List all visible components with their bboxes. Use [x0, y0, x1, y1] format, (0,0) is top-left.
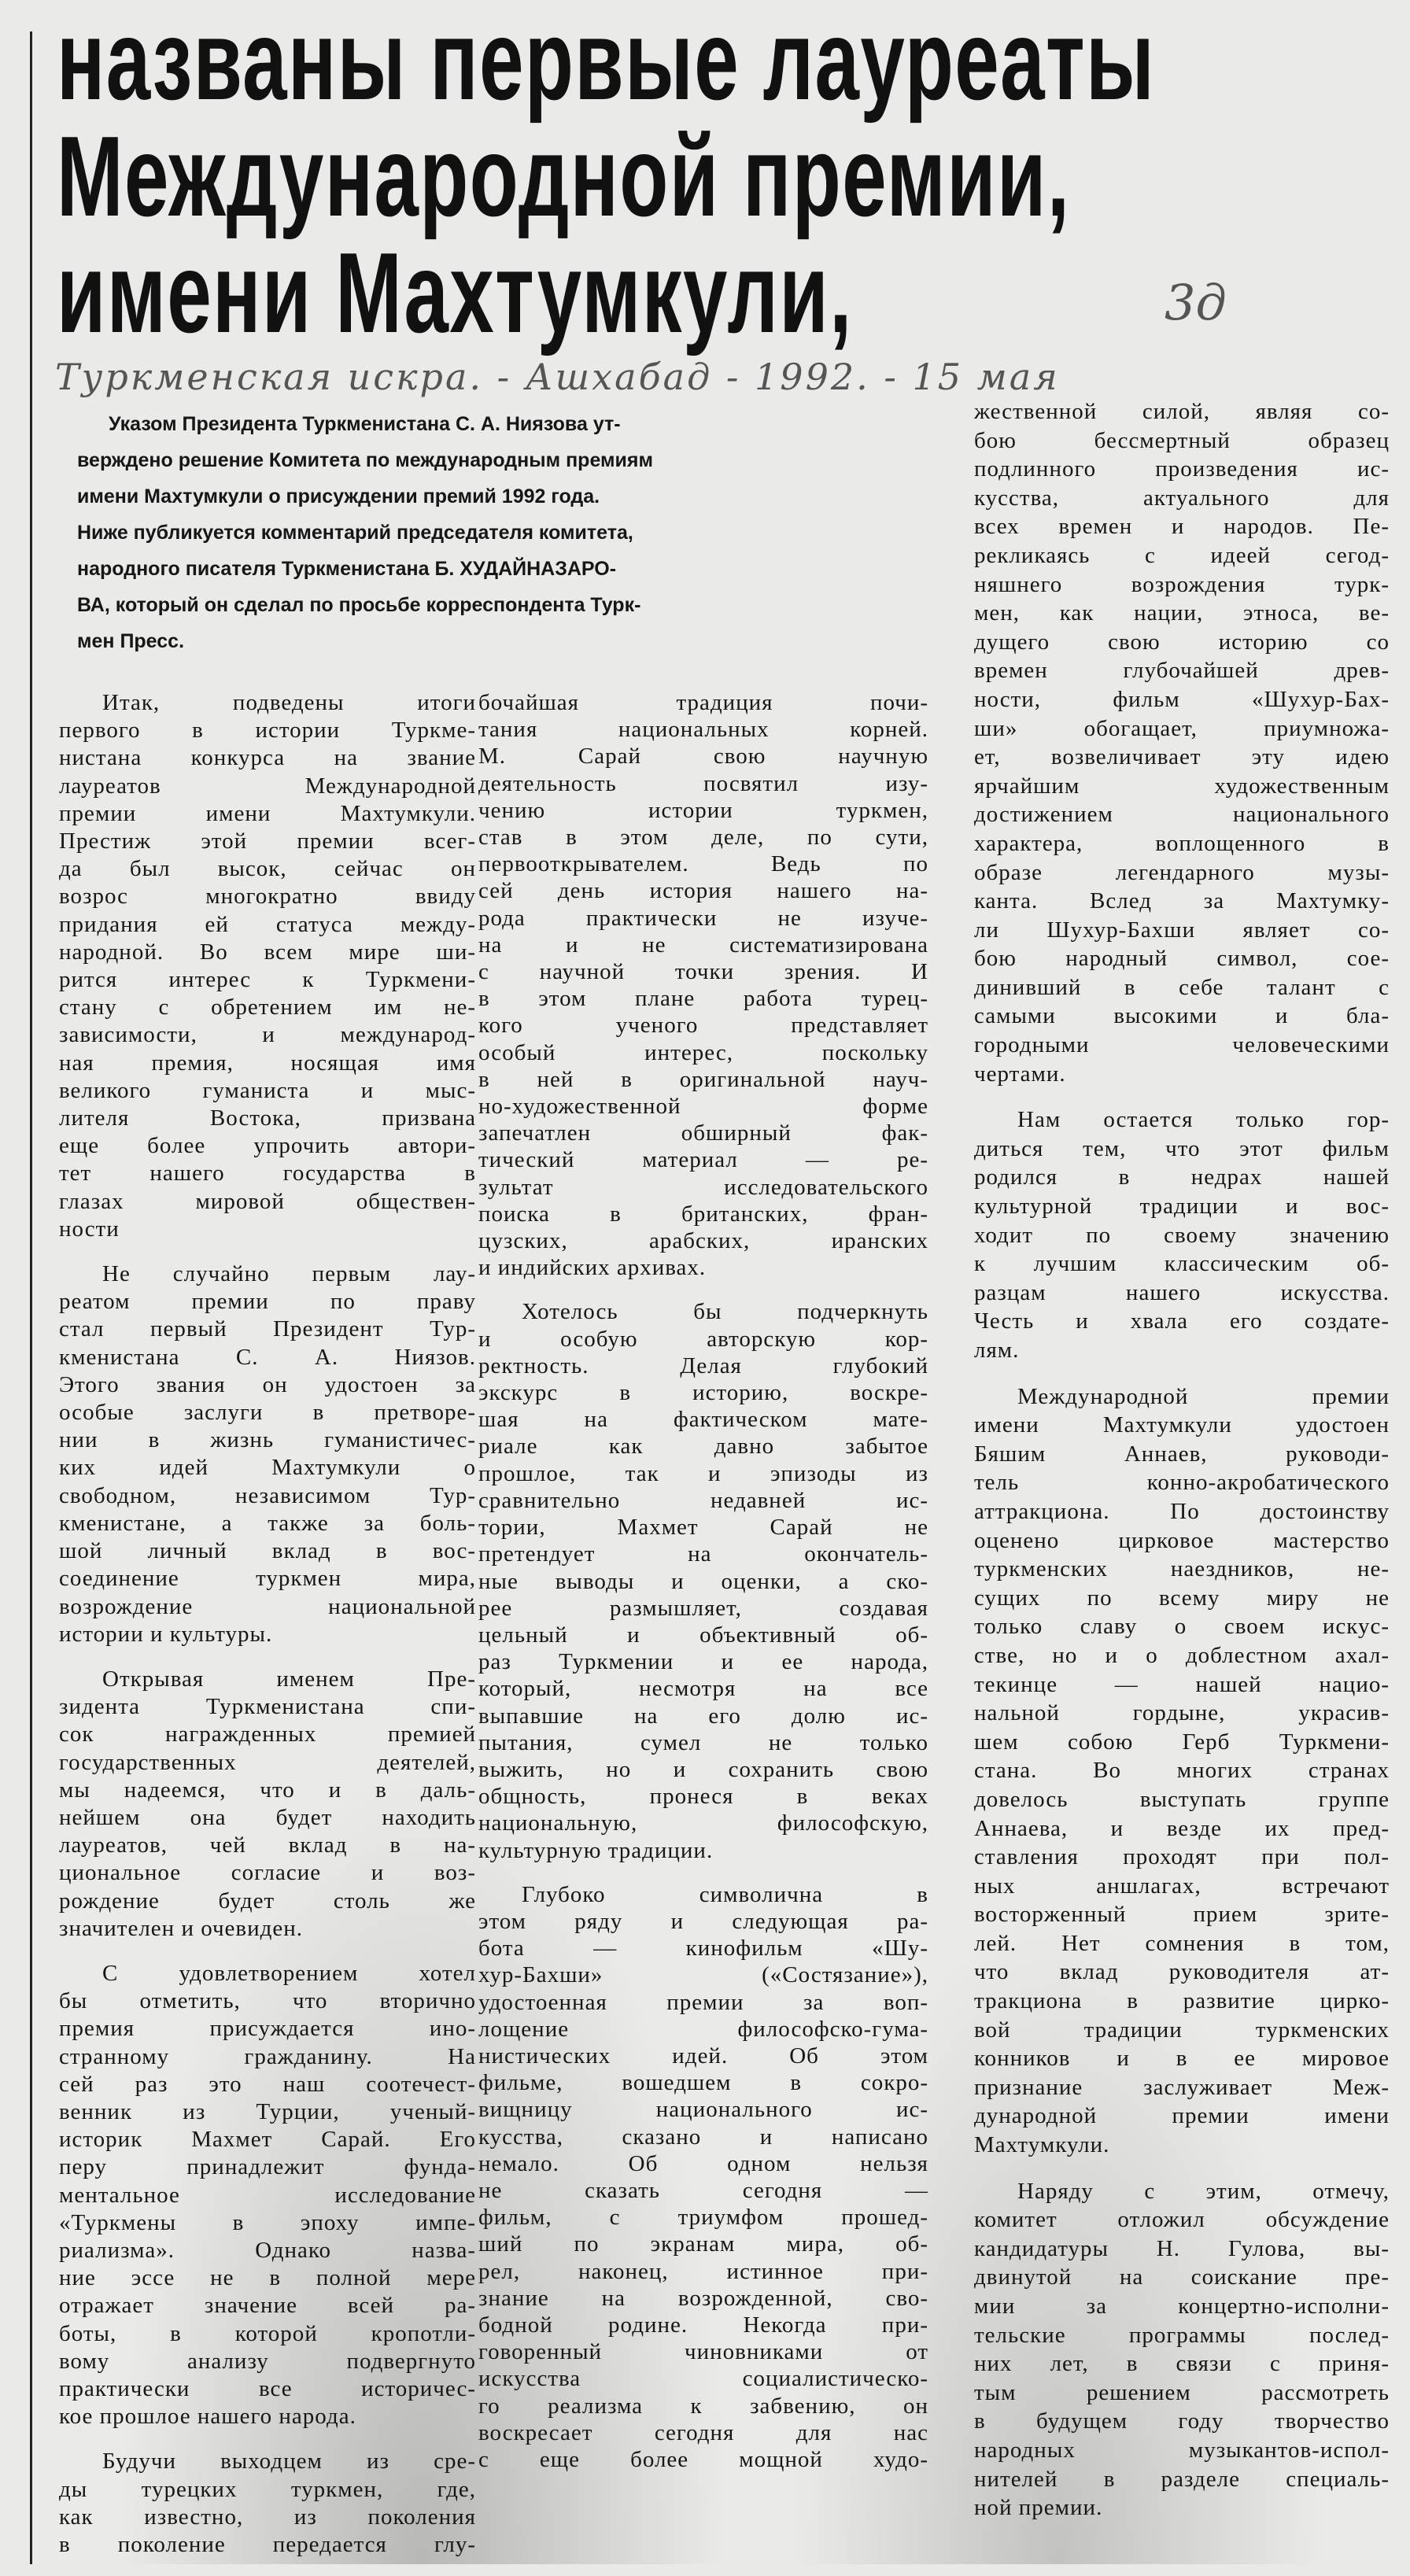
text-line: стана. Во многих странах [974, 1758, 1390, 1784]
text-line: государственных деятелей, [59, 1749, 476, 1775]
text-line: сей день история нашего на- [478, 878, 928, 904]
text-line: кого ученого представляет [478, 1013, 928, 1039]
text-line: в ней в оригинальной науч- [478, 1066, 928, 1092]
paragraph [974, 1105, 1390, 1364]
text-line: текинце — нашей нацио- [974, 1671, 1390, 1697]
text-line: значителен и очевиден. [59, 1915, 304, 1941]
text-line: премии имени Махтумкули. [59, 800, 476, 826]
text-line: что вклад руководителя ат- [974, 1959, 1390, 1985]
lead-line: ВА, который он сделал по просьбе корреспондента Турк- [77, 594, 641, 616]
headline-line-3: имени Махтумкули, [57, 229, 853, 356]
text-line: бодной родине. Некогда при- [478, 2312, 928, 2338]
text-line: ший по экранам мира, об- [478, 2231, 928, 2257]
text-line: подлинного произведения ис- [974, 456, 1390, 482]
text-line: С удовлетворением хотел [102, 1960, 476, 1986]
text-line: диться тем, что этот фильм [974, 1135, 1390, 1161]
lead-line: мен Пресс. [77, 630, 185, 652]
lead-line: имени Махтумкули о присуждении премий 1992 года. [77, 485, 600, 507]
text-line: Не случайно первым лау- [102, 1261, 476, 1287]
text-line: ет, возвеличивает эту идею [974, 744, 1390, 770]
text-line: Будучи выходцем из сре- [102, 2449, 476, 2475]
text-line: ды турецких туркмен, где, [59, 2476, 476, 2502]
text-line: бы отметить, что вторично [59, 1988, 476, 2014]
text-line: ли Шухур-Бахши являет со- [974, 917, 1390, 943]
text-line: первого в истории Туркме- [59, 718, 476, 744]
text-line: зависимости, и международ- [59, 1022, 476, 1048]
text-line: тический материал — ре- [478, 1147, 928, 1173]
text-line: лям. [974, 1338, 1020, 1363]
text-line: ярчайшим художественным [974, 773, 1390, 799]
text-line: свободном, независимом Тур- [59, 1482, 476, 1508]
text-line: нейшем она будет находить [59, 1804, 476, 1830]
text-line: знание на возрожденной, сво- [478, 2285, 928, 2311]
text-line: ректность. Делая глубокий [478, 1353, 928, 1378]
text-line: воскресает сегодня для нас [478, 2419, 928, 2445]
text-line: Нам остается только гор- [1017, 1107, 1390, 1133]
text-line: стве, но и о доблестном ахал- [974, 1642, 1390, 1668]
text-line: ности, фильм «Шухур-Бах- [974, 686, 1390, 712]
article-column-3 [974, 397, 1390, 2540]
text-line: народной. Во всем мире ши- [59, 939, 476, 965]
text-line: Махтумкули. [974, 2132, 1110, 2158]
lead-line: Ниже публикуется комментарий председателя комитета, [77, 522, 633, 544]
text-line: перу принадлежит фунда- [59, 2154, 476, 2180]
text-line: тель конно-акробатического [974, 1470, 1390, 1496]
text-line: выпавшие на его долю ис- [478, 1703, 928, 1729]
text-line: и особую авторскую кор- [478, 1326, 928, 1352]
text-line: тым решением рассмотреть [974, 2379, 1390, 2405]
text-line: этом ряду и следующая ра- [478, 1908, 928, 1934]
text-line: тельские программы послед- [974, 2322, 1390, 2348]
text-line: всех времен и народов. Пе- [974, 514, 1390, 540]
text-line: мии за концертно-исполни- [974, 2294, 1390, 2319]
text-line: кое прошлое нашего народа. [59, 2404, 356, 2430]
text-line: говоренный чиновниками от [478, 2339, 928, 2365]
text-line: цузских, арабских, иранских [478, 1228, 928, 1254]
text-line: аттракциона. По достоинству [974, 1498, 1390, 1524]
text-line: поиска в британских, фран- [478, 1201, 928, 1227]
text-line: динивший в себе талант с [974, 974, 1390, 1000]
text-line: еще более упрочить автори- [59, 1133, 476, 1159]
text-line: культурной традиции и вос- [974, 1194, 1390, 1220]
text-line: фильм, с триумфом прошед- [478, 2205, 928, 2231]
text-line: на и не систематизирована [478, 932, 928, 958]
text-line: вому анализу подвергнуто [59, 2348, 476, 2374]
headline-line-1: названы первые лауреаты [57, 0, 1156, 124]
text-line: рождение будет столь же [59, 1888, 476, 1914]
text-line: народных музыкантов-испол- [974, 2437, 1390, 2463]
text-line: выжить, но и сохранить свою [478, 1756, 928, 1782]
text-line: ной премии. [974, 2495, 1103, 2521]
text-line: Наряду с этим, отмечу, [1017, 2178, 1390, 2204]
text-line: циональное согласие и воз- [59, 1860, 476, 1886]
text-line: удостоенная премии за воп- [478, 1989, 928, 2015]
text-line: Международной премии [1017, 1383, 1390, 1409]
paragraph [974, 397, 1390, 1088]
text-line: сравнительно недавней ис- [478, 1487, 928, 1513]
paragraph [478, 689, 928, 1281]
text-line: став в этом деле, по сути, [478, 825, 928, 851]
text-line: только славу о своем искус- [974, 1614, 1390, 1640]
text-line: «Туркмены в эпоху импе- [59, 2209, 476, 2235]
text-line: фильме, вошедшем в сокро- [478, 2070, 928, 2096]
text-line: конников и в ее мировое [974, 2046, 1390, 2072]
text-line: с научной точки зрения. И [478, 959, 928, 985]
text-line: ная премия, носящая имя [59, 1050, 476, 1076]
text-line: риализма». Однако назва- [59, 2237, 476, 2263]
text-line: тания национальных корней. [478, 717, 928, 743]
text-line: искусства социалистическо- [478, 2366, 928, 2392]
text-line: бою бессмертный образец [974, 427, 1390, 453]
text-line: пытания, сумел не только [478, 1729, 928, 1755]
text-line: возрос многократно ввиду [59, 884, 476, 910]
lead-paragraph [77, 406, 653, 659]
text-line: мы надеемся, что и в даль- [59, 1777, 476, 1803]
text-line: ши» обогащает, приумножа- [974, 715, 1390, 741]
text-line: Престиж этой премии всег- [59, 829, 476, 854]
text-line: историк Махмет Сарай. Его [59, 2127, 476, 2153]
text-line: родился в недрах нашей [974, 1164, 1390, 1190]
text-line: истории и культуры. [59, 1621, 273, 1647]
text-line: го реализма к забвению, он [478, 2393, 928, 2419]
text-line: в поколение передается глу- [59, 2532, 476, 2557]
text-line: как известно, из поколения [59, 2504, 476, 2530]
text-line: шой личный вклад в вос- [59, 1538, 476, 1564]
text-line: городными человеческими [974, 1032, 1390, 1058]
article-column-1 [59, 689, 476, 2576]
text-line: нителей в разделе специаль- [974, 2466, 1390, 2492]
text-line: раз Туркмении и ее народа, [478, 1649, 928, 1675]
text-line: вищницу национального ис- [478, 2097, 928, 2123]
text-line: оценено цирковое мастерство [974, 1527, 1390, 1553]
text-line: няшнего возрождения турк- [974, 571, 1390, 597]
text-line: мен, как нации, этноса, ве- [974, 600, 1390, 626]
text-line: двинутой на соискание пре- [974, 2264, 1390, 2290]
lead-line: Указом Президента Туркменистана С. А. Ниязова ут- [109, 413, 621, 435]
text-line: соединение туркмен мира, [59, 1566, 476, 1592]
text-line: дународной премии имени [974, 2103, 1390, 2129]
text-line: тории, Махмет Сарай не [478, 1515, 928, 1541]
text-line: в будущем году творчество [974, 2408, 1390, 2434]
text-line: Глубоко символична в [522, 1881, 928, 1907]
text-line: кандидатуры Н. Гулова, вы- [974, 2235, 1390, 2261]
text-line: придания ей статуса между- [59, 911, 476, 937]
text-line: кусства, сказано и написано [478, 2124, 928, 2150]
text-line: комитет отложил обсуждение [974, 2207, 1390, 2233]
text-line: бота — кинофильм «Шу- [478, 1936, 928, 1962]
paragraph [974, 1382, 1390, 2160]
text-line: рел, наконец, истинное при- [478, 2258, 928, 2284]
text-line: тракциона в развитие цирко- [974, 1988, 1390, 2014]
text-line: зидента Туркменистана спи- [59, 1694, 476, 1720]
text-line: довелось выступать группе [974, 1786, 1390, 1812]
text-line: боты, в которой кропотли- [59, 2320, 476, 2346]
paragraph [478, 1881, 928, 2473]
paragraph [974, 2177, 1390, 2522]
paragraph [59, 1960, 476, 2430]
text-line: стал первый Президент Тур- [59, 1316, 476, 1342]
text-line: чертами. [974, 1061, 1066, 1087]
headline-line-2: Международной премии, [57, 113, 1071, 240]
text-line: Открывая именем Пре- [102, 1666, 476, 1692]
text-line: рода практически не изуче- [478, 905, 928, 931]
text-line: лей. Нет сомнения в том, [974, 1930, 1390, 1956]
text-line: премия присуждается ино- [59, 2016, 476, 2042]
text-line: дущего свою историю со [974, 629, 1390, 655]
text-line: ставления проходят при пол- [974, 1844, 1390, 1870]
text-line: к лучшим классическим об- [974, 1251, 1390, 1277]
text-line: достижением национального [974, 802, 1390, 828]
text-line: культурную традиции. [478, 1837, 714, 1863]
text-line: Аннаева, и везде их пред- [974, 1815, 1390, 1841]
lead-line: верждено решение Комитета по международным премиям [77, 449, 653, 471]
text-line: самыми высокими и бла- [974, 1003, 1390, 1029]
text-line: рее размышляет, создавая [478, 1595, 928, 1621]
paragraph [59, 1666, 476, 1943]
text-line: рекликаясь с идеей сегод- [974, 542, 1390, 568]
text-line: претендует на окончатель- [478, 1541, 928, 1567]
text-line: бою народный символ, сое- [974, 946, 1390, 972]
text-line: но-художественной форме [478, 1094, 928, 1120]
text-line: немало. Об одном нельзя [478, 2150, 928, 2176]
text-line: Бяшим Аннаев, руководи- [974, 1441, 1390, 1467]
text-line: признание заслуживает Меж- [974, 2074, 1390, 2100]
text-line: экскурс в историю, воскре- [478, 1380, 928, 1406]
paragraph [59, 689, 476, 1243]
article-column-2 [478, 689, 928, 2490]
text-line: ных аншлагах, встречают [974, 1873, 1390, 1899]
text-line: лауреатов Международной [59, 773, 476, 799]
text-line: имени Махтумкули удостоен [974, 1412, 1390, 1438]
text-line: великого гуманиста и мыс- [59, 1077, 476, 1103]
paragraph [478, 1298, 928, 1863]
text-line: практически все историчес- [59, 2375, 476, 2401]
text-line: ходит по своему значению [974, 1222, 1390, 1248]
text-line: глазах мировой обществен- [59, 1188, 476, 1214]
text-line: странному гражданину. На [59, 2043, 476, 2069]
text-line: времен глубочайшей древ- [974, 658, 1390, 684]
text-line: хур-Бахши» («Состязание»), [478, 1962, 928, 1988]
text-line: образе легендарного музы- [974, 859, 1390, 885]
text-line: деятельность посвятил изу- [478, 770, 928, 796]
text-line: не сказать сегодня — [478, 2177, 928, 2203]
text-line: сущих по всему миру не [974, 1585, 1390, 1611]
text-line: да был высок, сейчас он [59, 856, 476, 882]
text-line: шем собою Герб Туркмени- [974, 1729, 1390, 1755]
paragraph [59, 1260, 476, 1648]
text-line: туркменских наездников, не- [974, 1556, 1390, 1582]
text-line: вой традиции туркменских [974, 2017, 1390, 2043]
text-line: возрождение национальной [59, 1593, 476, 1619]
text-line: Этого звания он удостоен за [59, 1371, 476, 1397]
text-line: запечатлен обширный фак- [478, 1120, 928, 1146]
text-line: Честь и хвала его создате- [974, 1308, 1390, 1334]
text-line: М. Сарай свою научную [478, 744, 928, 769]
text-line: разцам нашего искусства. [974, 1279, 1390, 1305]
text-line: с еще более мощной худо- [478, 2447, 928, 2472]
text-line: венник из Турции, ученый- [59, 2098, 476, 2124]
text-line: чению истории туркмен, [478, 797, 928, 823]
handwritten-source-note: Туркменская искра. - Ашхабад - 1992. - 15 мая [55, 356, 1060, 398]
text-line: ние эссе не в полной мере [59, 2265, 476, 2291]
text-line: кусства, актуального для [974, 485, 1390, 511]
text-line: Хотелось бы подчеркнуть [522, 1299, 928, 1325]
lead-line: народного писателя Туркменистана Б. ХУДАЙНАЗАРО- [77, 558, 617, 580]
text-line: стану с обретением им не- [59, 995, 476, 1020]
text-line: них лет, в связи с приня- [974, 2351, 1390, 2377]
text-line: цельный и объективный об- [478, 1622, 928, 1648]
text-line: бочайшая традиция почи- [478, 690, 928, 715]
text-line: нистических идей. Об этом [478, 2043, 928, 2069]
handwritten-mark: 3д [1165, 274, 1227, 331]
text-line: риале как давно забытое [478, 1434, 928, 1460]
text-line: канта. Вслед за Махтумку- [974, 888, 1390, 914]
text-line: тет нашего государства в [59, 1161, 476, 1187]
text-line: лауреатов, чей вклад в на- [59, 1832, 476, 1858]
text-line: характера, воплощенного в [974, 830, 1390, 856]
text-line: первооткрывателем. Ведь по [478, 851, 928, 877]
text-line: национальную, философскую, [478, 1810, 928, 1836]
text-line: лощение философско-гума- [478, 2016, 928, 2042]
text-line: прошлое, так и эпизоды из [478, 1460, 928, 1486]
text-line: ные выводы и оценки, а ско- [478, 1568, 928, 1594]
text-line: сок награжденных премией [59, 1722, 476, 1747]
text-line: нальной гордыне, украсив- [974, 1700, 1390, 1726]
text-line: зультат исследовательского [478, 1174, 928, 1200]
text-line: нистана конкурса на звание [59, 745, 476, 771]
text-line: и индийских архивах. [478, 1255, 707, 1281]
text-line: лителя Востока, призвана [59, 1105, 476, 1131]
paragraph [59, 2448, 476, 2559]
text-line: сей раз это наш соотечест- [59, 2071, 476, 2097]
text-line: который, несмотря на все [478, 1676, 928, 1702]
text-line: особые заслуги в претворе- [59, 1400, 476, 1426]
text-line: в этом плане работа турец- [478, 986, 928, 1012]
text-line: особый интерес, поскольку [478, 1039, 928, 1065]
text-line: отражает значение всей ра- [59, 2293, 476, 2319]
text-line: рится интерес к Туркмени- [59, 967, 476, 993]
text-line: ности [59, 1216, 120, 1242]
text-line: ментальное исследование [59, 2182, 476, 2208]
text-line: жественной силой, являя со- [974, 399, 1390, 424]
text-line: восторженный прием зрите- [974, 1902, 1390, 1928]
text-line: нии в жизнь гуманистичес- [59, 1427, 476, 1453]
text-line: ких идей Махтумкули о [59, 1455, 476, 1481]
text-line: реатом премии по праву [59, 1289, 476, 1315]
text-line: шая на фактическом мате- [478, 1407, 928, 1433]
text-line: кменистана С. А. Ниязов. [59, 1344, 476, 1370]
text-line: общность, пронеся в веках [478, 1784, 928, 1810]
clipping-edge-line [30, 31, 32, 2564]
text-line: Итак, подведены итоги [102, 690, 476, 715]
text-line: кменистане, а также за боль- [59, 1510, 476, 1536]
